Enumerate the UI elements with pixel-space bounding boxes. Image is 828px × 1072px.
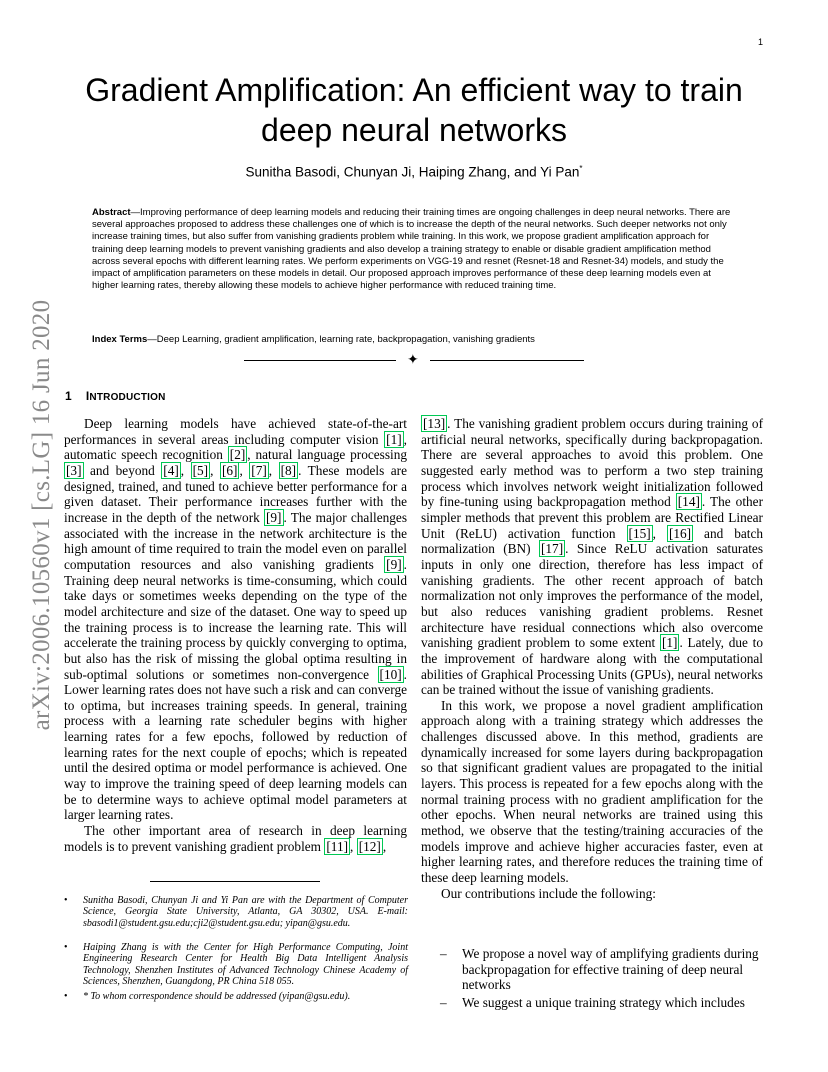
citation-link[interactable]: [1] bbox=[661, 635, 678, 651]
footnote-text: Sunitha Basodi, Chunyan Ji and Yi Pan are with the Department of Computer Science, Georgia State University, Atlanta, GA 30302, USA. E-mail: sbasodi1@student.gsu.edu;cji2@student.gsu.edu; yipan@gsu.edu. bbox=[83, 895, 408, 929]
paragraph bbox=[64, 823, 407, 854]
text-run: . The other simpler methods that prevent this problem are Rectified Linear Unit (ReLU) activation function bbox=[421, 494, 764, 541]
section-number: 1 bbox=[65, 389, 72, 403]
abstract-label: Abstract bbox=[92, 207, 131, 218]
text-run: . Lately, due to the improvement of hardware along with the computational abilities of Graphical Processing Units (GPUs), neural networks can be trained without the issue of vanishing gradients. bbox=[421, 635, 763, 698]
authors-text: Sunitha Basodi, Chunyan Ji, Haiping Zhang, and Yi Pan bbox=[245, 164, 580, 180]
citation-link[interactable]: [9] bbox=[386, 556, 402, 572]
citation-link[interactable]: [4] bbox=[163, 462, 179, 478]
section-divider bbox=[244, 354, 584, 368]
text-run: , bbox=[350, 838, 357, 854]
section-title-rest: NTRODUCTION bbox=[89, 392, 166, 403]
text-run: , automatic speech recognition bbox=[64, 431, 407, 463]
page-number: 1 bbox=[758, 37, 764, 47]
list-item-text: We suggest a unique training strategy which includes bbox=[462, 994, 745, 1010]
text-run: and batch normalization (BN) bbox=[421, 525, 763, 557]
citation-link[interactable]: [15] bbox=[628, 525, 651, 541]
citation-link[interactable]: [5] bbox=[192, 462, 209, 478]
text-run: . These models are designed, trained, and tuned to achieve better performance for a given dataset. Their performance increases further with the increase in the depth of the network bbox=[64, 462, 408, 525]
index-terms bbox=[92, 334, 738, 346]
contributions-list bbox=[421, 946, 763, 1012]
citation-link[interactable]: [16] bbox=[668, 525, 692, 541]
text-run: Deep learning models have achieved state-of-the-art performances in several areas including computer vision bbox=[64, 416, 407, 447]
bullet-icon: • bbox=[64, 942, 68, 953]
citation-link[interactable]: [8] bbox=[280, 462, 297, 478]
citation-link[interactable]: [12] bbox=[358, 838, 381, 854]
dash-marker: – bbox=[440, 946, 447, 961]
citation-link[interactable]: [17] bbox=[540, 541, 564, 557]
section-title-initial: I bbox=[85, 389, 90, 403]
index-terms-label: Index Terms bbox=[92, 334, 148, 345]
citation-link[interactable]: [2] bbox=[229, 447, 246, 463]
footnote bbox=[64, 942, 408, 987]
bullet-icon: • bbox=[64, 991, 68, 1002]
arxiv-identifier: arXiv:2006.10560v1 [cs.LG] 16 Jun 2020 bbox=[28, 299, 55, 731]
paragraph: In this work, we propose a novel gradient amplification approach along with a training strategy which addresses the challenges discussed above. In this method, gradients are dynamically increased for some layers during backpropagation so that significant gradient values are propagated to the initial layers. This process is repeated for a few epochs along with the normal training process with no gradient amplification for the other epochs. When neural networks are trained using this method, we observe that the testing/training accuracies of the models improve and achieve higher accuracies faster, even at higher learning rates, and therefore reduces the training time of these deep learning models. bbox=[421, 697, 763, 886]
left-column bbox=[64, 416, 407, 854]
abstract bbox=[92, 207, 738, 292]
citation-link[interactable]: [6] bbox=[221, 462, 238, 478]
section-heading bbox=[65, 389, 166, 403]
paragraph bbox=[64, 416, 407, 823]
text-run: , bbox=[239, 462, 250, 478]
footnote-rule bbox=[150, 881, 320, 882]
citation-link[interactable]: [10] bbox=[379, 666, 402, 682]
footnote-text: Haiping Zhang is with the Center for High Performance Computing, Joint Engineering Research Center for Health Big Data Intelligent Analysis Technology, Shenzhen Institutes of Advanced Technology Chinese Academy of Sciences, Shenzhen, Guangdong, PR China 518 055. bbox=[83, 942, 408, 987]
author-list bbox=[60, 164, 768, 180]
list-item bbox=[421, 995, 763, 1011]
right-column bbox=[421, 416, 763, 901]
text-run: . The vanishing gradient problem occurs during training of artificial neural networks, specifically during backpropagation. There are several approaches to avoid this problem. One suggested early method was to perform a two step training process which involves network weight initialization followed by fine-tuning using backpropagation method bbox=[421, 416, 763, 510]
dash-marker: – bbox=[440, 994, 447, 1010]
paragraph bbox=[421, 416, 763, 698]
text-run: and beyond bbox=[83, 462, 162, 478]
list-item bbox=[421, 946, 763, 993]
text-run: . Training deep neural networks is time-consuming, which could take days or sometimes weeks depending on the type of the model architecture and size of the dataset. One way to speed up the training process is to increase the learning rate. This will accelerate the training process by quickly converging to optima, but also has the risk of missing the global optima resulting in sub-optimal solutions or sometimes non-convergence bbox=[64, 556, 407, 682]
footnote-text: * To whom correspondence should be addressed (yipan@gsu.edu). bbox=[83, 991, 351, 1002]
divider-rule-left bbox=[244, 360, 396, 361]
corresponding-marker: * bbox=[579, 164, 583, 173]
text-run: , bbox=[210, 462, 220, 478]
text-run: , bbox=[268, 462, 279, 478]
text-run: , bbox=[180, 462, 191, 478]
text-run: The other important area of research in deep learning models is to prevent vanishing gradient problem bbox=[64, 823, 407, 854]
bullet-icon: • bbox=[64, 895, 68, 906]
divider-diamond-icon: ✦ bbox=[407, 352, 419, 368]
citation-link[interactable]: [7] bbox=[251, 462, 267, 478]
citation-link[interactable]: [14] bbox=[677, 494, 700, 510]
citation-link[interactable]: [11] bbox=[326, 838, 349, 854]
paragraph: Our contributions include the following: bbox=[441, 885, 656, 901]
divider-rule-right bbox=[430, 360, 584, 361]
paper-title: Gradient Amplification: An efficient way to train deep neural networks bbox=[85, 72, 743, 148]
index-terms-text: —Deep Learning, gradient amplification, learning rate, backpropagation, vanishing gradients bbox=[147, 334, 535, 345]
citation-link[interactable]: [13] bbox=[423, 416, 446, 431]
citation-link[interactable]: [1] bbox=[386, 431, 402, 447]
text-run: . Lower learning rates does not have such a risk and can converge to optima, but increases training speeds. In general, training process with a learning rate scheduler begins with higher learning rates for a few epochs, followed by reduction of learning rates for the next couple of epochs; which is repeated until the desired optima or model performance is achieved. One way to improve the training speed of deep learning models can be to determine ways to achieve optimal model parameters at larger learning rates. bbox=[64, 666, 407, 823]
footnote bbox=[64, 895, 408, 929]
text-run: , bbox=[652, 525, 667, 541]
text-run: . The major challenges associated with the increase in the network architecture is the high amount of time required to train the model even on parallel computation resources and also vanishing gradients bbox=[64, 509, 407, 572]
citation-link[interactable]: [9] bbox=[265, 509, 282, 525]
footnote bbox=[64, 991, 408, 1002]
text-run: , natural language processing bbox=[247, 447, 408, 463]
text-run: , bbox=[382, 838, 387, 854]
list-item-text: We propose a novel way of amplifying gradients during backpropagation for effective training of deep neural networks bbox=[462, 946, 759, 993]
text-run: . Since ReLU activation saturates inputs in only one direction, therefore has less impact of vanishing gradients. The other recent approach of batch normalization not only improves the performance of the model, but also reduces vanishing gradient problems. Resnet architecture have residual connections which also overcome vanishing gradient problem to some extent bbox=[421, 541, 764, 651]
abstract-text: —Improving performance of deep learning models and reducing their training times are ongoing challenges in deep neural networks. There are several approaches proposed to address these challenges one of which is to increase the depth of the neural networks. Such deeper networks not only increase training times, but also suffer from vanishing gradients problem while training. In this work, we propose gradient amplification approach for training deep learning models to prevent vanishing gradients and also develop a training strategy to enable or disable gradient amplification method across several epochs with different learning rates. We perform experiments on VGG-19 and resnet (Resnet-18 and Resnet-34) models, and study the impact of amplification parameters on these models in detail. Our proposed approach improves performance of these deep learning models even at higher learning rates, thereby allowing these models to achieve higher performance with reduced training time. bbox=[92, 207, 731, 292]
citation-link[interactable]: [3] bbox=[66, 462, 82, 478]
